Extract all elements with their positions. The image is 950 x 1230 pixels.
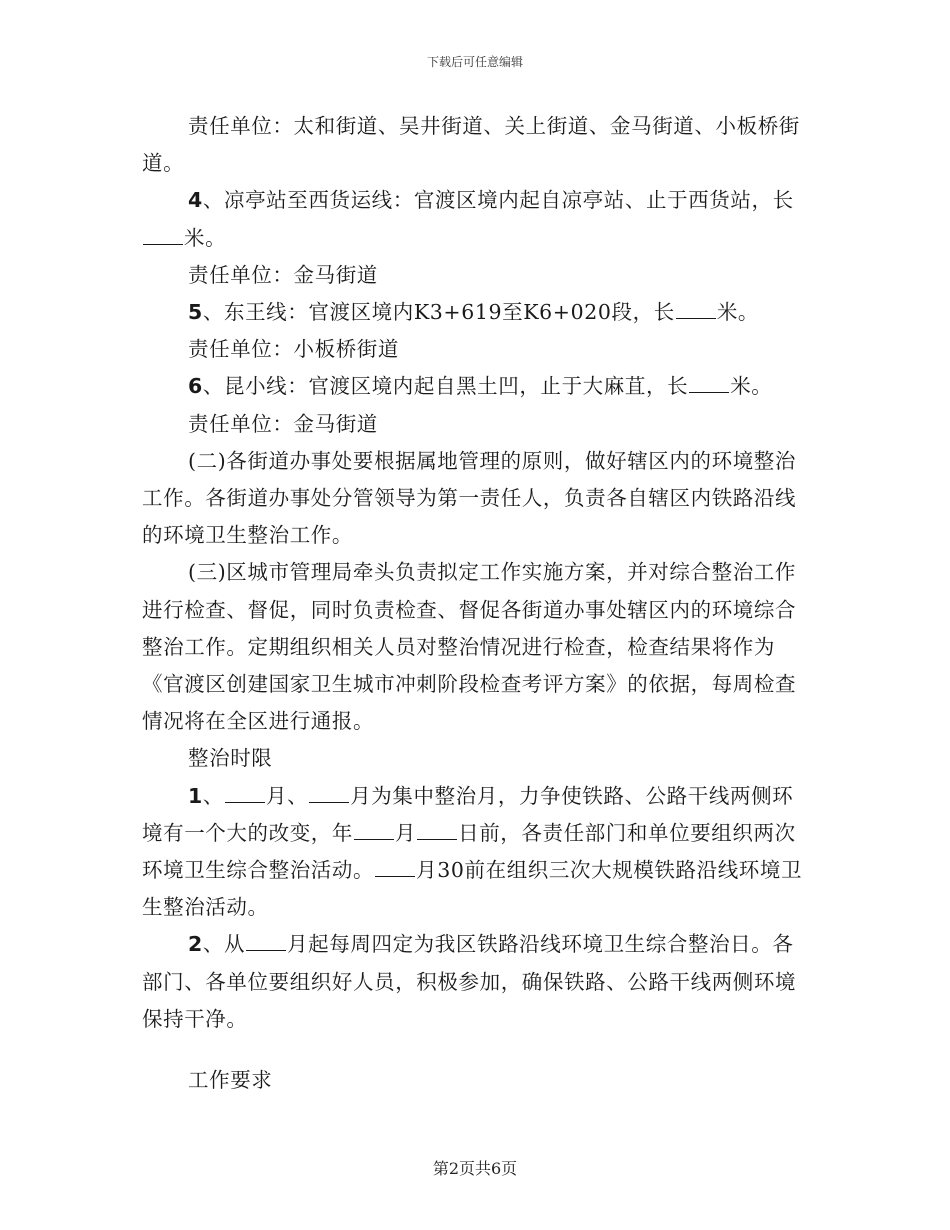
paragraph-text: 月: [395, 820, 417, 845]
paragraph-text: 月起每周四定为我区铁路沿线环境卫生综合整治日。各部门、各单位要组织好人员，积极参加，确保铁路、公路干线两侧环境保持干净。: [142, 932, 797, 1031]
item-number: 5: [188, 300, 203, 325]
fill-blank: [225, 780, 265, 803]
paragraph-text: 、凉亭站至西货运线：官渡区境内起自凉亭站、止于西货站，长: [202, 188, 794, 213]
paragraph-text: 米。: [730, 374, 773, 399]
fill-blank: [143, 222, 183, 245]
paragraph-period-1: [142, 778, 808, 927]
paragraph-line-4: [142, 182, 808, 256]
paragraph-text: 、从: [202, 932, 246, 957]
fill-blank: [676, 296, 716, 319]
heading-work-requirements: 工作要求: [188, 1068, 273, 1093]
paragraph-text: 日前，各责任部门和单位要组织两次环境卫生综合整治活动。: [142, 820, 796, 883]
paragraph-responsible-unit-3: 责任单位：小板桥街道: [188, 337, 399, 362]
paragraph-text: 、: [202, 783, 224, 808]
paragraph-line-5: [142, 294, 808, 331]
fill-blank: [246, 928, 286, 951]
paragraph-text: 米。: [184, 225, 227, 250]
page-footer: 第2页共6页: [432, 1159, 518, 1178]
heading-rectification-period: 整治时限: [188, 746, 273, 771]
item-number: 1: [188, 783, 203, 808]
item-number: 4: [188, 188, 203, 213]
item-number: 2: [188, 932, 203, 957]
paragraph-line-6: [142, 368, 808, 405]
paragraph-responsible-units-1: 责任单位：太和街道、吴井街道、关上街道、金马街道、小板桥街道。: [142, 114, 800, 176]
fill-blank: [375, 854, 415, 877]
fill-blank: [689, 370, 729, 393]
paragraph-section-2: (二)各街道办事处要根据属地管理的原则，做好辖区内的环境整治工作。各街道办事处分管领导为第一责任人，负责各自辖区内铁路沿线的环境卫生整治工作。: [142, 448, 797, 548]
paragraph-text: 、昆小线：官渡区境内起自黑土凹，止于大麻苴，长: [202, 374, 689, 399]
paragraph-text: 月、: [265, 783, 309, 808]
fill-blank: [309, 780, 349, 803]
fill-blank: [354, 817, 394, 840]
paragraph-section-3: (三)区城市管理局牵头负责拟定工作实施方案，并对综合整治工作进行检查、督促，同时负责检查、督促各街道办事处辖区内的环境综合整治工作。定期组织相关人员对整治情况进行检查，检查结果将作为《官渡区创建国家卫生城市冲刺阶段检查考评方案》的依据，每周检查情况将在全区进行通报。: [142, 560, 797, 734]
paragraph-text: 月30前在组织三次大规模铁路沿线环境卫生整治活动。: [142, 858, 803, 920]
paragraph-text: 、东王线：官渡区境内K3+619至K6+020段，长: [202, 300, 675, 325]
item-number: 6: [188, 374, 203, 399]
document-body: [142, 108, 808, 1099]
paragraph-text: 米。: [716, 300, 760, 325]
paragraph-responsible-unit-2: 责任单位：金马街道: [188, 262, 378, 287]
paragraph-period-2: [142, 926, 808, 1038]
paragraph-responsible-unit-4: 责任单位：金马街道: [188, 411, 378, 436]
fill-blank: [417, 817, 457, 840]
page-header: 下载后可任意编辑: [426, 55, 523, 69]
spacer: [142, 1038, 808, 1062]
paragraph-text: 月为集中整治月，力争使铁路、公路干线两侧环境有一个大的改变，年: [142, 783, 794, 845]
